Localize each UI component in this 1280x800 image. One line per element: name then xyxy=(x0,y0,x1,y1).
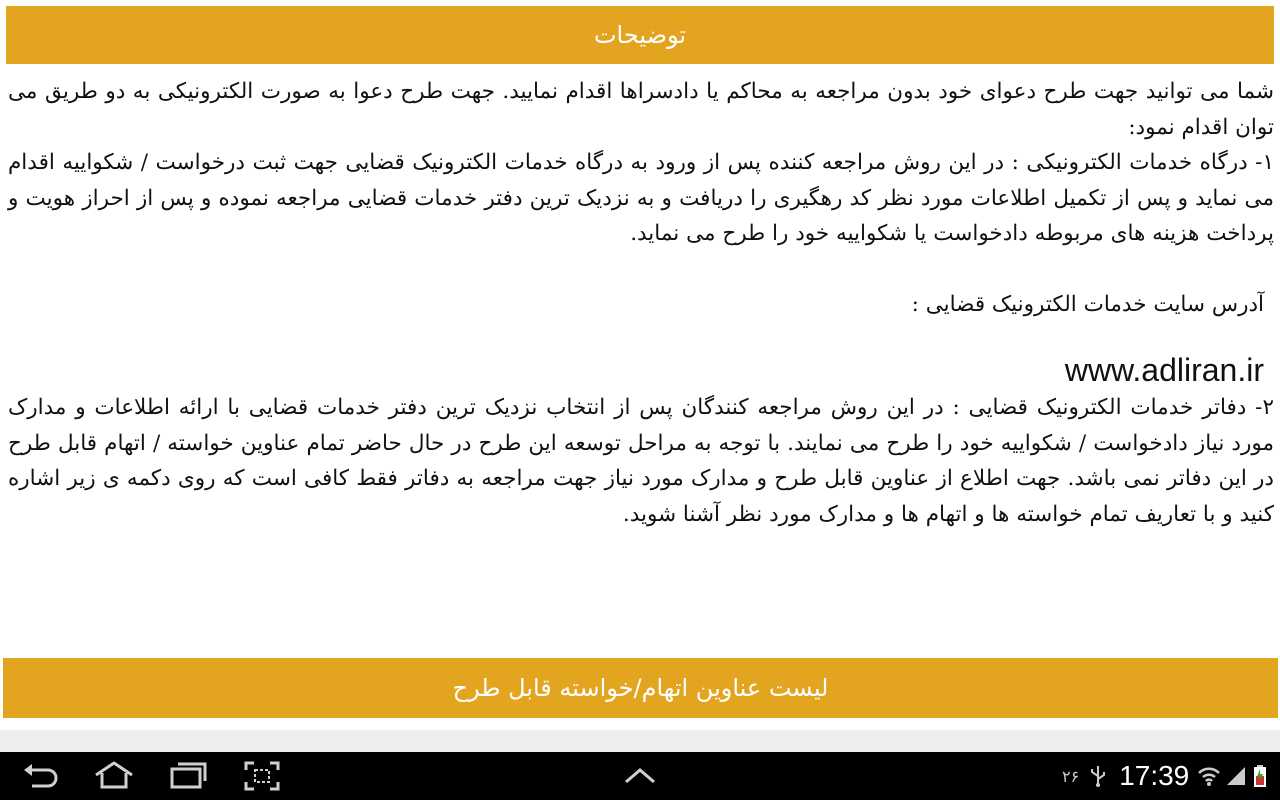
notification-count: ۲۶ xyxy=(1062,766,1080,786)
home-icon xyxy=(92,761,136,791)
section-header xyxy=(6,6,1274,64)
system-navigation-bar xyxy=(0,752,1280,800)
recent-apps-button[interactable] xyxy=(156,756,220,796)
electronic-portal-paragraph: ۱- درگاه خدمات الکترونیکی : در این روش مراجعه کننده پس از ورود به درگاه خدمات الکترونیک قضایی جهت ثبت درخواست / شکواییه اقدام می نماید و پس از تکمیل اطلاعات مورد نظر کد رهگیری را دریافت و به نزدیک ترین دفتر خدمات قضایی مراجعه نموده و پس از احراز هویت و پرداخت هزینه های مربوطه دادخواست یا شکواییه خود را طرح می نماید. xyxy=(8,150,1274,246)
intro-paragraph: شما می توانید جهت طرح دعوای خود بدون مراجعه به محاکم یا دادسراها اقدام نمایید. جهت طرح دعوا به صورت الکترونیکی به دو طریق می توان اقدام نمود: xyxy=(8,79,1274,140)
home-button[interactable] xyxy=(82,756,146,796)
charges-list-button-label: لیست عناوین اتهام/خواسته قابل طرح xyxy=(452,674,829,702)
usb-icon xyxy=(1087,764,1109,788)
screenshot-icon xyxy=(244,761,280,791)
site-url-link[interactable]: www.adliran.ir xyxy=(1064,352,1264,388)
wifi-icon xyxy=(1197,765,1221,787)
show-menu-button[interactable] xyxy=(608,756,672,796)
back-button[interactable] xyxy=(8,756,72,796)
chevron-up-icon xyxy=(622,766,658,786)
offices-paragraph: ۲- دفاتر خدمات الکترونیک قضایی : در این روش مراجعه کنندگان پس از انتخاب نزدیک ترین دفتر خدمات قضایی با ارائه اطلاعات و مدارک مورد نیاز دادخواست / شکواییه خود را طرح می نمایند. با توجه به مراحل توسعه این طرح در حال حاضر تمام عناوین خواسته / اتهام قابل طرح در این دفاتر نمی باشد. جهت اطلاع از عناوین قابل طرح و مدارک مورد نیاز جهت مراجعه به دفاتر فقط کافی است که روی دکمه ی زیر اشاره کنید و با تعاریف تمام خواسته ها و اتهام ها و مدارک مورد نظر آشنا شوید. xyxy=(8,395,1274,527)
address-label: آدرس سایت خدمات الکترونیک قضایی : xyxy=(911,291,1264,317)
battery-icon xyxy=(1253,764,1267,788)
recent-apps-icon xyxy=(168,761,208,791)
back-icon xyxy=(20,762,60,790)
description-text xyxy=(8,74,1274,532)
status-area[interactable] xyxy=(1062,752,1267,800)
clock: 17:39 xyxy=(1119,760,1190,791)
signal-icon xyxy=(1225,765,1247,787)
header-title: توضیحات xyxy=(593,21,687,49)
screenshot-button[interactable] xyxy=(230,756,294,796)
charges-list-button[interactable] xyxy=(3,658,1278,718)
content-bottom-strip xyxy=(0,730,1280,752)
